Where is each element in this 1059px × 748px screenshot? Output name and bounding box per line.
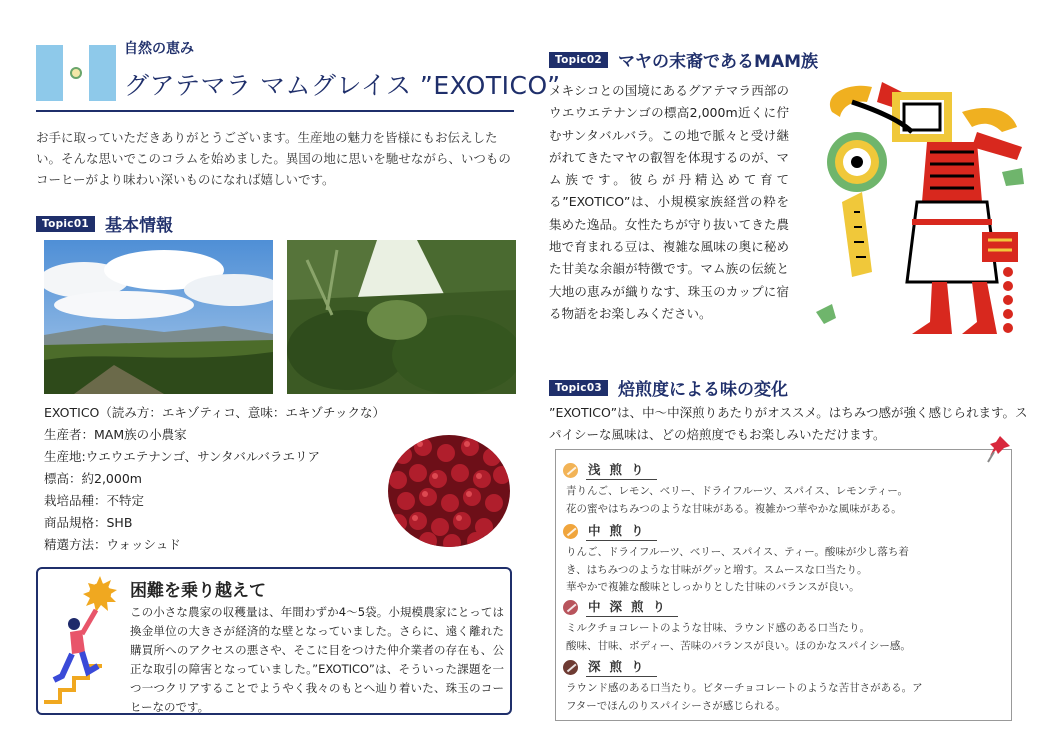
roast-name: 浅煎り: [586, 460, 657, 480]
info-line: 栽培品種：不特定: [44, 493, 145, 508]
info-line: 生産地:ウエウエテナンゴ、サンタバルバラエリア: [44, 449, 320, 464]
roast-desc-line: フターでほんのりスパイシーさが感じられる。: [566, 699, 786, 712]
roast-desc-line: 花の蜜やはちみつのような甘味がある。複雑かつ華やかな風味がある。: [566, 502, 902, 515]
topic03-title: 焙煎度による味の変化: [618, 380, 789, 400]
title-divider: [36, 110, 514, 112]
info-line: 生産者：MAM族の小農家: [44, 427, 187, 442]
coffee-cherries-photo: [388, 435, 511, 547]
roast-description: [563, 620, 1003, 655]
roast-description: [563, 680, 1003, 715]
roast-desc-line: 華やかで複雑な酸味としっかりとした甘味のバランスが良い。: [566, 581, 860, 593]
landscape-photo: [44, 240, 273, 394]
roast-desc-line: 青りんご、レモン、ベリー、ドライフルーツ、スパイス、レモンティー。: [566, 485, 908, 497]
topic03-body: ”EXOTICO”は、中〜中深煎りあたりがオススメ。はちみつ感が強く感じられます。スパイシーな風味は、どの焙煎度でもお楽しみいただけます。: [549, 405, 1028, 442]
roast-desc-line: ミルクチョコレートのような甘味、ラウンド感のある口当たり。: [566, 622, 870, 634]
roast-description: [563, 544, 1003, 597]
roast-item-light: [563, 460, 1003, 518]
mayan-warrior-icon: [812, 72, 1028, 352]
roast-item-dark: [563, 657, 1003, 715]
info-line: 精選方法：ウォッシュド: [44, 537, 181, 552]
coffee-bean-icon: [563, 600, 578, 615]
coffee-bean-icon: [563, 463, 578, 478]
info-line: EXOTICO（読み方：エキゾティコ、意味：エキゾチックな）: [44, 405, 386, 420]
topic02-body: メキシコとの国境にあるグアテマラ西部のウエウエテナンゴの標高2,000m近くに佇むサンタバルバラ。この地で脈々と受け継がれてきたマヤの叡智を体現するのが、マム族です。彼らが丹精込めて育てる”EXOTICO”は、小規模家族経営の粋を集めた逸品。女性たちが守り抜いてきた農地で育まれる豆は、複雑な風味の奥に秘めた甘美な余韻が特徴です。マム族の伝統と大地の恵みが織りなす、珠玉のカップに宿る物語をお楽しみください。: [549, 83, 789, 321]
page-title: グアテマラ マムグレイス ”EXOTICO”: [124, 71, 561, 100]
roast-desc-line: き、はちみつのような甘味がグッと増す。スムースな口当たり。: [566, 563, 868, 576]
roast-name: 深煎り: [586, 657, 657, 677]
intro-text: お手に取っていただきありがとうございます。生産地の魅力を皆様にもお伝えしたい。そんな思いでこのコラムを始めました。異国の地に思いを馳せながら、いつものコーヒーがより味わい深いものになれば嬉しいです。: [36, 130, 511, 187]
roast-description: [563, 483, 1003, 518]
topic02-title: マヤの末裔であるMAM族: [618, 52, 819, 72]
coffee-bean-icon: [563, 524, 578, 539]
topic03-heading: [549, 375, 788, 400]
topic02-tag: Topic02: [549, 52, 608, 68]
roast-desc-line: りんご、ドライフルーツ、ベリー、スパイス、ティー。酸味が少し落ち着: [566, 546, 909, 558]
roast-item-medium: [563, 521, 1003, 597]
story-title: 困難を乗り越えて: [130, 581, 266, 601]
header-subtitle: 自然の恵み: [124, 41, 194, 57]
guatemala-flag-icon: [36, 45, 116, 101]
topic01-heading: [36, 211, 173, 236]
roast-desc-line: 酸味、甘味、ボディー、苦味のバランスが良い。ほのかなスパイシー感。: [566, 639, 911, 652]
coffee-farm-photo: [287, 240, 516, 394]
roast-name: 中煎り: [586, 521, 657, 541]
info-line: 標高：約2,000m: [44, 471, 142, 486]
roast-name: 中深煎り: [586, 597, 678, 617]
roast-desc-line: ラウンド感のある口当たり。ビターチョコレートのような苦甘さがある。ア: [566, 682, 923, 694]
topic02-heading: [549, 47, 818, 72]
roast-item-medium-dark: [563, 597, 1003, 655]
coffee-bean-icon: [563, 660, 578, 675]
topic01-title: 基本情報: [105, 216, 174, 236]
topic01-tag: Topic01: [36, 216, 95, 232]
story-body: この小さな農家の収穫量は、年間わずか4〜5袋。小規模農家にとっては換金単位の大きさが経済的な壁となっていました。さらに、遠く離れた購買所へのアクセスの悪さや、そこに目をつけた仲介業者の存在も、公正な取引の障害となっていました。”EXOTICO”は、そういった課題を一つ一つクリアすることでようやく我々のもとへ辿り着いた、珠玉のコーヒーなのです。: [130, 605, 504, 714]
climber-icon: [40, 572, 124, 712]
topic03-tag: Topic03: [549, 380, 608, 396]
info-line: 商品規格：SHB: [44, 515, 133, 530]
basic-info-list: [44, 402, 385, 556]
